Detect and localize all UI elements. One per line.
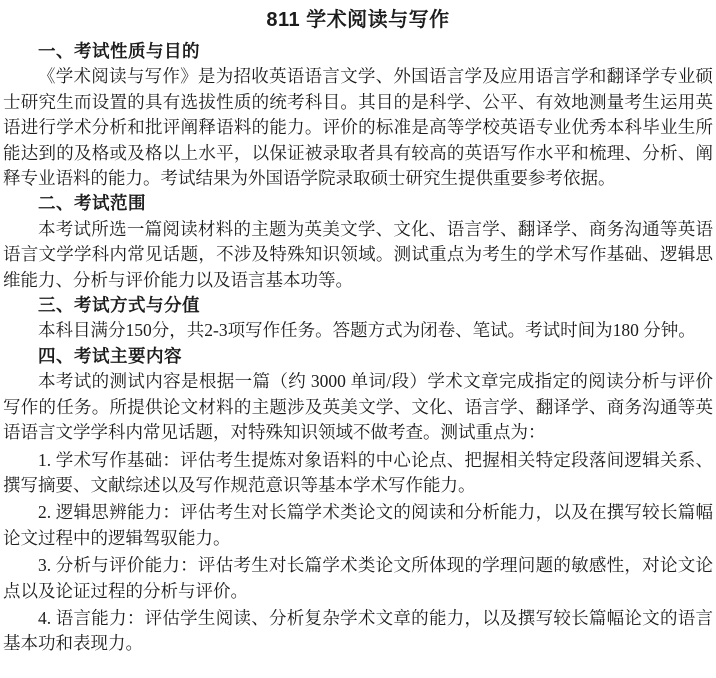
document-title: 811 学术阅读与写作 (266, 9, 450, 31)
list-item-logical-thinking: 2. 逻辑思辨能力：评估考生对长篇学术类论文的阅读和分析能力，以及在撰写较长篇幅论文过程中的逻辑驾驭能力。 (3, 502, 713, 548)
section-exam-nature-purpose (3, 39, 713, 191)
paragraph: 本科目满分150分，共2-3项写作任务。答题方式为闭卷、笔试。考试时间为180 分钟。 (38, 320, 696, 341)
section-heading-exam-main-content: 四、考试主要内容 (38, 345, 182, 366)
section-heading-exam-format-score: 三、考试方式与分值 (38, 295, 200, 316)
list-item-language-ability: 4. 语言能力：评估学生阅读、分析复杂学术文章的能力，以及撰写较长篇幅论文的语言基本功和表现力。 (3, 607, 713, 654)
section-exam-main-content (3, 344, 713, 657)
list-item-analysis-evaluation: 3. 分析与评价能力：评估考生对长篇学术类论文所体现的学理问题的敏感性，对论文论点以及论证过程的分析与评价。 (3, 555, 713, 601)
list-item-academic-writing-basics: 1. 学术写作基础：评估考生提炼对象语料的中心论点、把握相关特定段落间逻辑关系、撰写摘要、文献综述以及写作规范意识等基本学术写作能力。 (3, 449, 713, 495)
paragraph: 本考试所选一篇阅读材料的主题为英美文学、文化、语言学、翻译学、商务沟通等英语语言文学学科内常见话题，不涉及特殊知识领域。测试重点为考生的学术写作基础、逻辑思维能力、分析与评价能力以及语言基本功等。 (3, 218, 713, 290)
paragraph: 本考试的测试内容是根据一篇（约 3000 单词/段）学术文章完成指定的阅读分析与评价写作的任务。所提供论文材料的主题涉及英美文学、文化、语言学、翻译学、商务沟通等英语语言文学学科内常见话题，对特殊知识领域不做考查。测试重点为： (3, 371, 713, 443)
section-heading-exam-nature-purpose: 一、考试性质与目的 (38, 41, 200, 61)
paragraph: 《学术阅读与写作》是为招收英语语言文学、外国语言学及应用语言学和翻译学专业硕士研究生而设置的具有选拔性质的统考科目。其目的是科学、公平、有效地测量考生运用英语进行学术分析和批评阐释语料的能力。评价的标准是高等学校英语专业优秀本科毕业生所能达到的及格或及格以上水平，以保证被录取者具有较高的英语写作水平和梳理、分析、阐释专业语料的能力。考试结果为外国语学院录取硕士研究生提供重要参考依据。 (3, 66, 713, 189)
section-exam-scope (3, 191, 713, 293)
section-heading-exam-scope: 二、考试范围 (38, 193, 146, 214)
section-exam-format-score (3, 293, 713, 344)
